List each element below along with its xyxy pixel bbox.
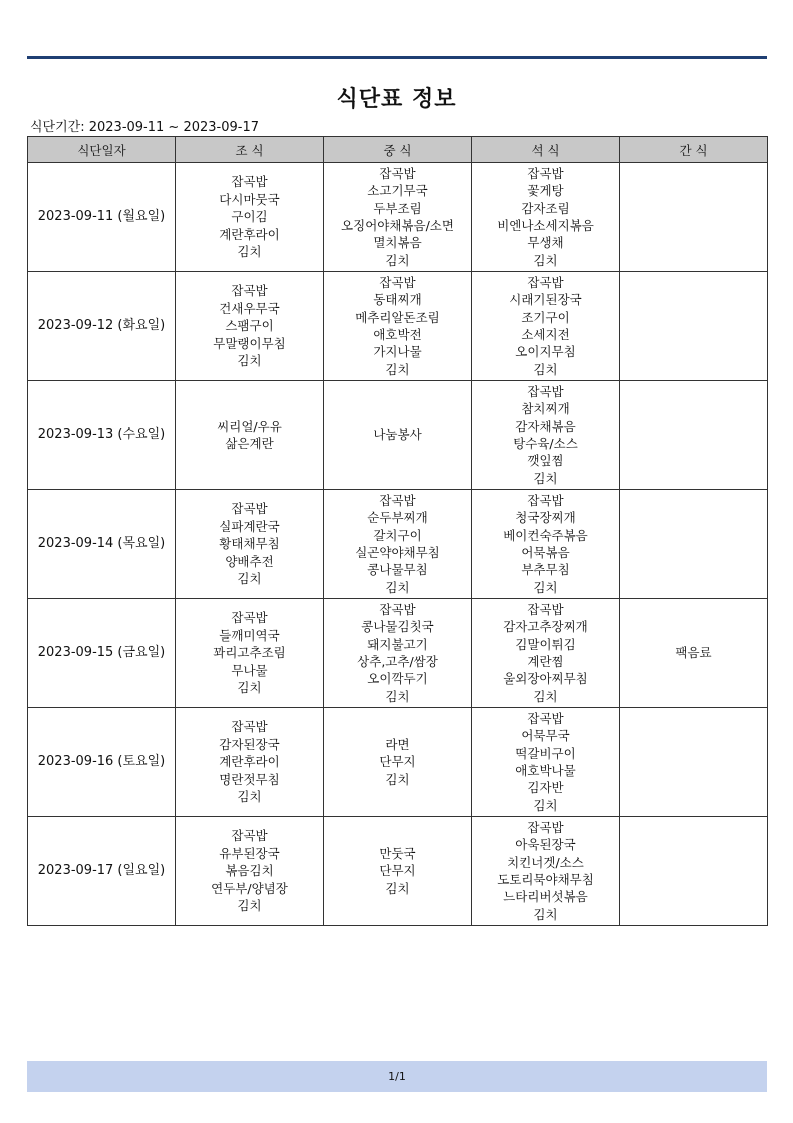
menu-item: 부추무침 [521, 562, 570, 578]
menu-item: 베이컨숙주볶음 [503, 527, 588, 543]
menu-item: 볶음김치 [225, 863, 274, 879]
menu-item: 가지나물 [373, 344, 422, 360]
menu-item: 잡곡밥 [527, 819, 564, 835]
menu-item: 떡갈비구이 [515, 745, 576, 761]
menu-item: 김치 [533, 797, 558, 813]
menu-item: 울외장아찌무침 [503, 671, 588, 687]
menu-item: 어묵무국 [521, 728, 570, 744]
menu-item: 김치 [533, 906, 558, 922]
dinner-cell [472, 381, 620, 490]
snack-cell [620, 817, 768, 926]
lunch-cell [324, 381, 472, 490]
menu-item: 감자된장국 [219, 736, 280, 752]
menu-item: 잡곡밥 [379, 492, 416, 508]
snack-cell [620, 272, 768, 381]
menu-item: 김치 [533, 579, 558, 595]
snack-cell [620, 708, 768, 817]
breakfast-cell [176, 490, 324, 599]
date-cell: 2023-09-12 (화요일) [28, 272, 176, 381]
table-header-row [28, 137, 768, 163]
snack-cell [620, 381, 768, 490]
menu-item: 실곤약야채무침 [355, 545, 440, 560]
lunch-cell [324, 272, 472, 381]
table-row [28, 708, 768, 817]
menu-item: 잡곡밥 [231, 283, 268, 299]
menu-item: 잡곡밥 [527, 383, 564, 399]
menu-item: 김치 [237, 898, 262, 914]
column-header-snack: 간 식 [620, 137, 768, 163]
menu-item: 잡곡밥 [527, 165, 564, 181]
breakfast-cell [176, 708, 324, 817]
menu-item: 오징어야채볶음/소면 [341, 218, 454, 233]
snack-cell [620, 163, 768, 272]
dinner-cell [472, 490, 620, 599]
column-header-lunch: 중 식 [324, 137, 472, 163]
menu-item: 들깨미역국 [219, 627, 280, 643]
menu-item: 김치 [533, 361, 558, 377]
menu-item: 감자채볶음 [515, 418, 576, 434]
menu-item: 라면 [385, 736, 410, 752]
menu-item: 감자고추장찌개 [503, 619, 588, 635]
lunch-cell [324, 817, 472, 926]
menu-item: 잡곡밥 [379, 165, 416, 181]
menu-item: 청국장찌개 [515, 510, 576, 526]
date-cell: 2023-09-13 (수요일) [28, 381, 176, 490]
page-number: 1/1 [388, 1070, 406, 1083]
menu-item: 김치 [385, 361, 410, 377]
menu-item: 잡곡밥 [379, 274, 416, 290]
menu-item: 삶은계란 [225, 436, 274, 451]
table-row [28, 272, 768, 381]
table-row [28, 599, 768, 708]
dinner-cell [472, 599, 620, 708]
date-cell: 2023-09-14 (목요일) [28, 490, 176, 599]
menu-item: 감자조림 [521, 200, 570, 216]
menu-item: 만둣국 [379, 845, 416, 861]
menu-item: 양배추전 [225, 553, 274, 569]
menu-item: 소고기무국 [367, 183, 428, 199]
column-header-breakfast: 조 식 [176, 137, 324, 163]
menu-item: 잡곡밥 [231, 828, 268, 844]
date-cell: 2023-09-15 (금요일) [28, 599, 176, 708]
lunch-cell [324, 490, 472, 599]
menu-item: 김치 [237, 571, 262, 587]
menu-item: 김치 [533, 252, 558, 268]
menu-item: 느타리버섯볶음 [503, 889, 588, 905]
menu-item: 꽈리고추조림 [213, 645, 286, 661]
menu-item: 유부된장국 [219, 845, 280, 861]
menu-item: 상추,고추/쌈장 [357, 654, 438, 669]
snack-cell [620, 599, 768, 708]
menu-item: 김치 [385, 771, 410, 787]
menu-item: 실파계란국 [219, 518, 280, 534]
menu-item: 탕수육/소스 [513, 436, 578, 451]
menu-item: 구이김 [231, 209, 268, 225]
menu-item: 오이깍두기 [367, 671, 428, 687]
date-cell: 2023-09-11 (월요일) [28, 163, 176, 272]
menu-item: 스팸구이 [225, 318, 274, 334]
column-header-date: 식단일자 [28, 137, 176, 163]
menu-item: 동태찌개 [373, 292, 422, 308]
menu-item: 잡곡밥 [231, 719, 268, 735]
menu-item: 김치 [237, 680, 262, 696]
menu-item: 김치 [385, 688, 410, 704]
dinner-cell [472, 163, 620, 272]
menu-item: 도토리묵야채무침 [497, 872, 594, 887]
menu-item: 씨리얼/우유 [217, 418, 282, 434]
table-body [28, 163, 768, 926]
menu-item: 팩음료 [675, 645, 712, 661]
menu-item: 잡곡밥 [527, 601, 564, 617]
menu-item: 황태채무침 [219, 536, 280, 552]
date-cell: 2023-09-16 (토요일) [28, 708, 176, 817]
header-rule [27, 56, 767, 59]
menu-item: 치킨너겟/소스 [507, 854, 584, 870]
menu-item: 잡곡밥 [527, 710, 564, 726]
lunch-cell [324, 708, 472, 817]
date-cell: 2023-09-17 (일요일) [28, 817, 176, 926]
lunch-cell [324, 163, 472, 272]
menu-item: 김치 [237, 789, 262, 805]
menu-item: 계란후라이 [219, 754, 280, 770]
menu-item: 애호박전 [373, 327, 422, 342]
menu-item: 다시마뭇국 [219, 191, 280, 207]
breakfast-cell [176, 599, 324, 708]
column-header-dinner: 석 식 [472, 137, 620, 163]
menu-item: 계란찜 [527, 654, 564, 669]
menu-item: 단무지 [379, 754, 416, 770]
menu-item: 소세지전 [521, 327, 570, 342]
menu-item: 두부조림 [373, 200, 422, 216]
menu-item: 깻잎찜 [527, 453, 564, 469]
menu-item: 김치 [533, 688, 558, 704]
page-title: 식단표 정보 [336, 87, 457, 112]
menu-item: 무말랭이무침 [213, 335, 286, 351]
menu-item: 김자반 [527, 780, 564, 796]
menu-item: 계란후라이 [219, 226, 280, 242]
menu-item: 어묵볶음 [521, 545, 570, 560]
menu-item: 명란젓무침 [219, 771, 280, 787]
menu-item: 메추리알돈조림 [355, 309, 440, 325]
menu-item: 건새우무국 [219, 300, 280, 316]
menu-item: 잡곡밥 [527, 274, 564, 290]
menu-item: 연두부/양념장 [211, 880, 288, 896]
snack-cell [620, 490, 768, 599]
menu-item: 김치 [237, 244, 262, 260]
menu-item: 무나물 [231, 662, 268, 678]
meal-table [27, 136, 768, 926]
menu-item: 콩나물무침 [367, 562, 428, 578]
menu-item: 조기구이 [521, 309, 570, 325]
menu-item: 김치 [533, 470, 558, 486]
menu-item: 잡곡밥 [527, 492, 564, 508]
menu-item: 멸치볶음 [373, 235, 422, 251]
breakfast-cell [176, 272, 324, 381]
table-row [28, 381, 768, 490]
dinner-cell [472, 817, 620, 926]
menu-item: 김치 [385, 252, 410, 268]
lunch-cell [324, 599, 472, 708]
menu-item: 돼지불고기 [367, 636, 428, 652]
breakfast-cell [176, 163, 324, 272]
footer-bar [27, 1061, 767, 1092]
menu-item: 시래기된장국 [509, 292, 582, 308]
meal-period: 식단기간: 2023-09-11 ~ 2023-09-17 [30, 120, 260, 135]
dinner-cell [472, 272, 620, 381]
menu-item: 김치 [385, 579, 410, 595]
menu-item: 비엔나소세지볶음 [497, 218, 594, 233]
table-row [28, 163, 768, 272]
menu-item: 김치 [237, 353, 262, 369]
menu-item: 김치 [385, 880, 410, 896]
menu-item: 애호박나물 [515, 763, 576, 778]
menu-item: 단무지 [379, 863, 416, 879]
menu-item: 잡곡밥 [231, 174, 268, 190]
table-row [28, 490, 768, 599]
menu-item: 갈치구이 [373, 527, 422, 543]
dinner-cell [472, 708, 620, 817]
menu-item: 오이지무침 [515, 344, 576, 360]
menu-item: 무생채 [527, 235, 564, 251]
menu-item: 잡곡밥 [231, 610, 268, 626]
menu-item: 꽃게탕 [527, 183, 564, 199]
menu-item: 나눔봉사 [373, 427, 422, 443]
breakfast-cell [176, 381, 324, 490]
menu-item: 참치찌개 [521, 401, 570, 417]
menu-item: 아욱된장국 [515, 837, 576, 853]
table-row [28, 817, 768, 926]
menu-item: 순두부찌개 [367, 510, 428, 526]
menu-item: 김말이튀김 [515, 636, 576, 652]
menu-item: 잡곡밥 [231, 501, 268, 517]
breakfast-cell [176, 817, 324, 926]
menu-item: 콩나물김칫국 [361, 619, 434, 635]
menu-item: 잡곡밥 [379, 601, 416, 617]
